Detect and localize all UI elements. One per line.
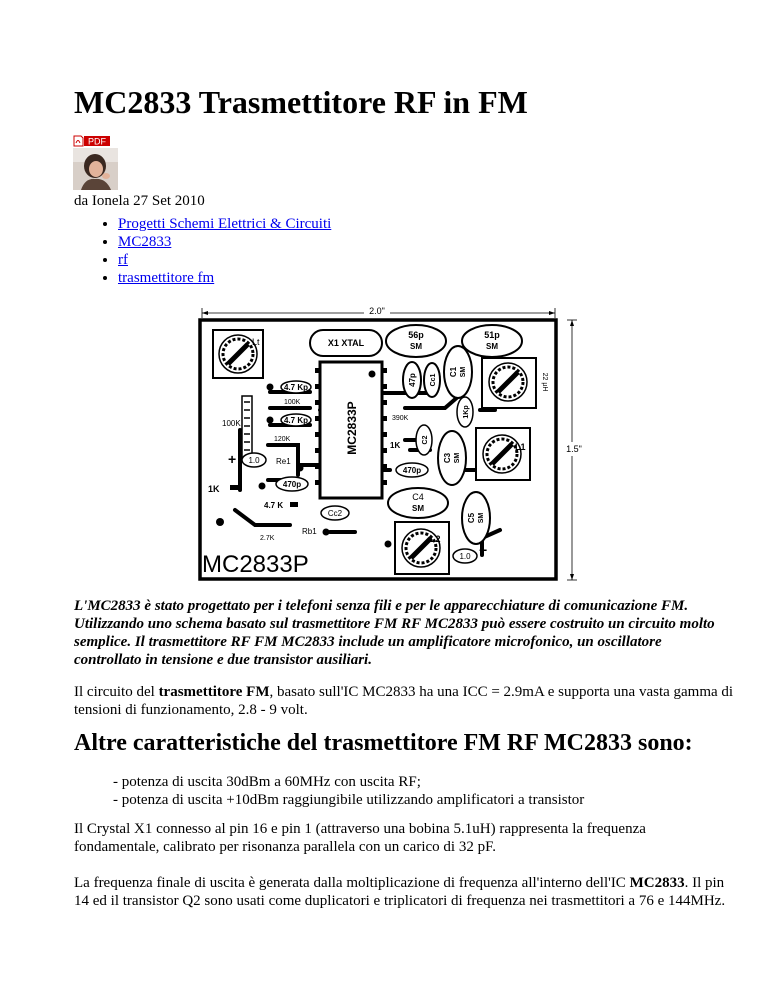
r100b-label: 100K [222,419,241,428]
l2-label: L2 [430,534,441,544]
l22-label: 22 µH [541,372,548,392]
lt-label: Lt [252,337,260,347]
c1-label: C1 [449,366,458,378]
r47b-label: 4.7 Kp [283,416,309,425]
section-heading: Altre caratteristiche del trasmettitore FM RF MC2833 sono: [74,730,693,756]
features-block [113,773,584,809]
c5-label: C5 [467,512,476,524]
c4-label: C4 [412,492,424,502]
sm-label: SM [478,512,485,524]
tag-list [74,215,331,287]
list-item [118,251,331,269]
r1kb-label: 1K [208,484,220,494]
tag-link[interactable]: MC2833 [118,234,172,250]
ic-label: MC2833P [345,401,359,455]
c470b-label: 470p [402,466,422,475]
height-label: 1.5" [566,444,582,454]
paragraph-crystal: Il Crystal X1 connesso al pin 16 e pin 1 (attraverso una bobina 5.1uH) rappresenta la frequenza fondamentale, calibrato per risonanza parallela con un carico di 32 pF. [74,821,646,855]
pdf-icon[interactable] [73,135,111,147]
plus-icon: + [479,542,488,558]
pdf-label: PDF [88,136,106,147]
c3-label: C3 [443,452,452,464]
pcb-layout-image [180,300,592,586]
c51-label: 51p [484,330,500,340]
re1-label: Re1 [276,457,291,466]
board-label: MC2833P [202,551,309,578]
text-span: , basato sull'IC MC2833 ha una ICC = 2.9mA e supporta una vasta gamma di tensioni di funzionamento, 2.8 - 9 volt. [74,684,734,718]
c2-label: C2 [422,435,429,445]
sm-label: SM [454,452,461,464]
r27-label: 2.7K [260,535,275,542]
l1-label: L1 [515,442,526,452]
sm-label: SM [460,366,467,378]
feature-line: - potenza di uscita +10dBm raggiungibile utilizzando amplificatori a transistor [113,792,585,808]
feature-line: - potenza di uscita 30dBm a 60MHz con uscita RF; [113,774,421,790]
tag-link[interactable]: rf [118,252,128,268]
paragraph-circuit [74,683,734,719]
avatar [73,148,118,190]
list-item [118,233,331,251]
r10-label: 1.0 [248,456,260,465]
rb1-label: Rb1 [302,527,317,536]
xtal-label: X1 XTAL [327,338,365,348]
cc1-label: Cc1 [430,373,437,387]
c47-label: 47p [408,373,417,387]
list-item [118,269,331,287]
plus-icon: + [228,451,237,467]
list-item [118,215,331,233]
r47a-label: 4.7 Kp [283,383,309,392]
tag-link[interactable]: Progetti Schemi Elettrici & Circuiti [118,216,332,232]
c56-label: 56p [408,330,424,340]
r47k-label: 4.7 K [264,501,284,510]
text-span: . Il pin 14 ed il transistor Q2 sono usati come duplicatori e triplicatori di frequenza nei trasmettitori a 76 e 144MHz. [74,875,726,909]
r1kp-label: 1Kp [463,405,470,419]
bold-text: MC2833 [629,875,685,891]
r390-label: 390K [392,415,409,422]
bold-text: trasmettitore FM [158,684,270,700]
text-span: La frequenza finale di uscita è generata dalla moltiplicazione di frequenza all'interno dell'IC [74,875,630,891]
r1k-label: 1K [390,441,401,450]
width-label: 2.0" [369,306,385,316]
r120-label: 120K [274,436,291,443]
byline: da Ionela 27 Set 2010 [74,193,205,209]
sm-label: SM [410,342,422,351]
page-title: MC2833 Trasmettitore RF in FM [74,84,528,120]
cc2-label: Cc2 [327,509,343,518]
tag-link[interactable]: trasmettitore fm [118,270,215,286]
intro-paragraph: L'MC2833 è stato progettato per i telefoni senza fili e per le apparecchiature di comunicazione FM. Utilizzando uno schema basato sul trasmettitore FM RF MC2833 può essere costruito un circuito molto semplice. Il trasmettitore RF FM MC2833 include un amplificatore microfonico, un oscillatore controllato in tensione e due transistor ausiliari. [74,598,715,668]
paragraph-frequency [74,874,734,910]
c470a-label: 470p [282,480,302,489]
r10b-label: 1.0 [459,552,471,561]
text-span: Il circuito del [74,684,159,700]
r100a-label: 100K [284,399,301,406]
sm-label: SM [486,342,498,351]
sm-label: SM [412,504,424,513]
